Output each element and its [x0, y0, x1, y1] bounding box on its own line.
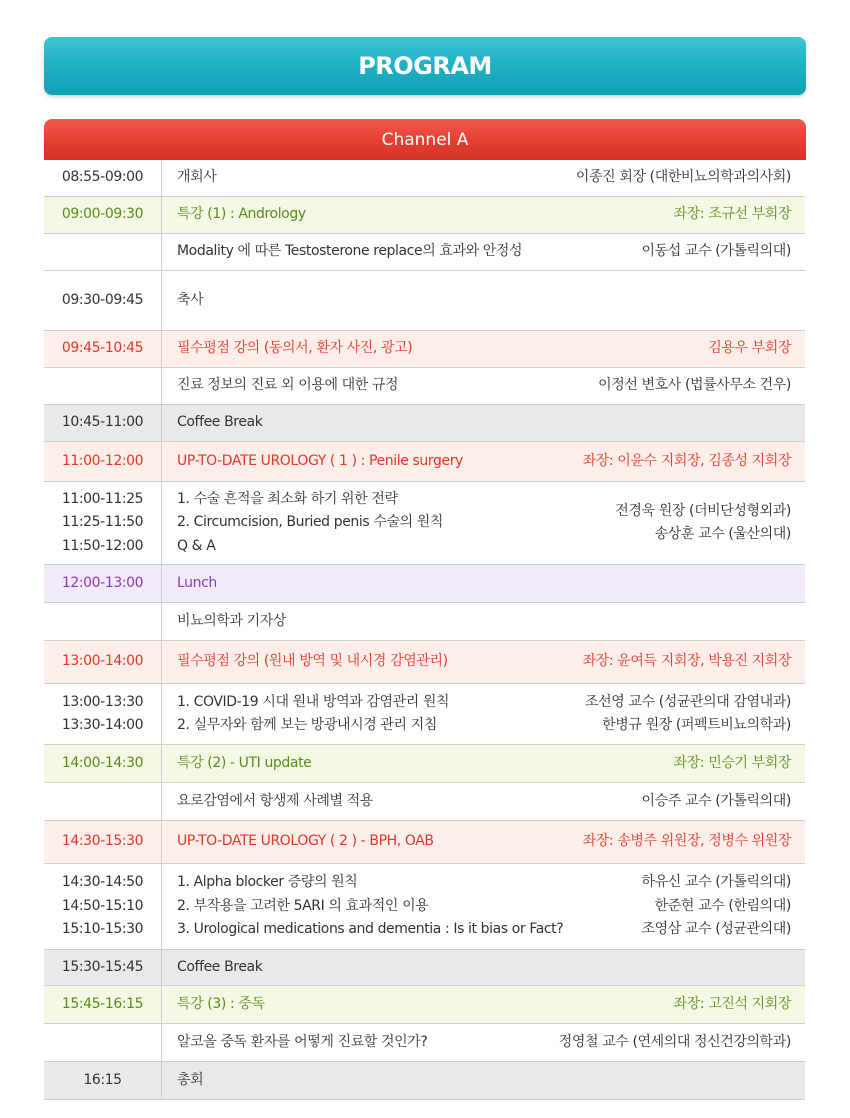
schedule-row [44, 821, 805, 864]
session-title: 특강 (3) : 중독 [177, 995, 265, 1012]
content-cell [162, 482, 805, 564]
session-title: Q & A [177, 537, 216, 554]
schedule-row [44, 271, 805, 331]
speaker-name: 좌장: 고진석 지회장 [673, 995, 791, 1012]
content-cell [162, 603, 805, 640]
session-title: 2. 실무자와 함께 보는 방광내시경 관리 지침 [177, 717, 437, 733]
schedule-row [44, 234, 805, 271]
session-title: 1. Alpha blocker 증량의 원칙 [177, 874, 358, 891]
time-slot: 14:00-14:30 [61, 754, 144, 771]
time-cell [44, 234, 162, 270]
time-slot: 09:00-09:30 [61, 206, 144, 223]
time-cell [44, 1024, 162, 1061]
content-cell [162, 442, 805, 481]
speaker-name: 좌장: 윤여득 지회장, 박용진 지회장 [582, 653, 791, 670]
schedule-row [44, 1062, 805, 1100]
speaker-name: 조영삼 교수 (성균관의대) [641, 921, 791, 938]
time-cell [44, 745, 162, 782]
content-cell [162, 331, 805, 367]
speaker-name: 좌장: 송병주 위원장, 정병수 위원장 [582, 833, 791, 850]
speaker-name: 좌장: 민승기 부회장 [673, 754, 791, 771]
schedule-row [44, 745, 805, 783]
content-cell [162, 197, 805, 233]
time-cell [44, 405, 162, 441]
time-slot: 11:50-12:00 [61, 537, 144, 554]
content-cell [162, 783, 805, 820]
schedule-row [44, 405, 805, 442]
session-title: UP-TO-DATE UROLOGY ( 2 ) - BPH, OAB [177, 833, 434, 850]
time-cell [44, 271, 162, 330]
session-title: 특강 (2) - UTI update [177, 754, 312, 771]
schedule-row [44, 641, 805, 684]
time-cell [44, 1062, 162, 1099]
schedule-row [44, 160, 805, 197]
session-title: Lunch [177, 574, 217, 591]
speaker-name: 하유신 교수 (가톨릭의대) [641, 874, 791, 891]
time-slot: 14:30-14:50 [61, 874, 144, 891]
content-cell [162, 864, 805, 949]
schedule-row [44, 684, 805, 745]
program-title: PROGRAM [358, 52, 492, 80]
time-cell [44, 197, 162, 233]
content-cell [162, 986, 805, 1023]
session-title: 2. Circumcision, Buried penis 수술의 원칙 [177, 514, 443, 531]
session-title: 특강 (1) : Andrology [177, 206, 306, 223]
speaker-name: 이동섭 교수 (가톨릭의대) [641, 243, 791, 260]
speaker-name: 조선영 교수 (성균관의대 감염내과) [584, 693, 791, 710]
speaker-name: 김용우 부회장 [708, 340, 791, 357]
time-cell [44, 331, 162, 367]
time-slot: 09:45-10:45 [61, 340, 144, 357]
time-cell [44, 160, 162, 196]
schedule-row [44, 565, 805, 603]
content-cell [162, 405, 805, 441]
speaker-name: 송상훈 교수 (울산의대) [654, 526, 791, 542]
time-cell [44, 603, 162, 640]
time-slot: 14:50-15:10 [61, 897, 144, 914]
time-cell [44, 442, 162, 481]
schedule-row [44, 442, 805, 482]
schedule-row [44, 864, 805, 950]
schedule-table [44, 160, 805, 1100]
session-title: 알코올 중독 환자를 어떻게 진료할 것인가? [177, 1033, 428, 1050]
schedule-row [44, 950, 805, 986]
content-cell [162, 745, 805, 782]
session-title: 1. COVID-19 시대 원내 방역과 감염관리 원칙 [177, 693, 450, 710]
time-slot: 09:30-09:45 [61, 291, 144, 308]
time-slot: 10:45-11:00 [61, 414, 144, 431]
time-slot: 15:10-15:30 [61, 921, 144, 938]
time-cell [44, 641, 162, 683]
time-cell [44, 986, 162, 1023]
time-slot: 15:45-16:15 [61, 995, 144, 1012]
time-slot: 15:30-15:45 [61, 958, 144, 975]
schedule-row [44, 986, 805, 1024]
content-cell [162, 368, 805, 404]
session-title: 필수평점 강의 (원내 방역 및 내시경 감염관리) [177, 653, 448, 670]
content-cell [162, 641, 805, 683]
speaker-name: 한준현 교수 (한림의대) [654, 897, 791, 914]
session-title: 개회사 [177, 169, 217, 186]
content-cell [162, 1062, 805, 1099]
time-cell [44, 684, 162, 744]
time-slot: 11:25-11:50 [61, 514, 144, 531]
speaker-name: 이종진 회장 (대한비뇨의학과의사회) [575, 169, 791, 186]
session-title: 필수평점 강의 (동의서, 환자 사진, 광고) [177, 340, 413, 357]
session-title: 총회 [177, 1071, 204, 1088]
time-slot: 13:00-13:30 [61, 693, 144, 710]
content-cell [162, 234, 805, 270]
schedule-row [44, 331, 805, 368]
channel-title: Channel A [381, 129, 469, 150]
schedule-row [44, 482, 805, 565]
speaker-name: 좌장: 이윤수 지회장, 김종성 지회장 [582, 452, 791, 469]
session-title: 2. 부작용을 고려한 5ARI 의 효과적인 이용 [177, 897, 429, 914]
session-title: 3. Urological medications and dementia : Is it bias or Fact? [177, 921, 564, 938]
program-header [44, 37, 806, 95]
session-title: Coffee Break [177, 958, 263, 975]
session-title: 요로감염에서 항생제 사례별 적용 [177, 792, 373, 809]
time-slot: 11:00-11:25 [61, 490, 144, 507]
time-cell [44, 368, 162, 404]
time-slot: 08:55-09:00 [61, 169, 144, 186]
content-cell [162, 1024, 805, 1061]
speaker-name: 전경욱 원장 (더비단성형외과) [615, 502, 791, 519]
time-cell [44, 864, 162, 949]
schedule-row [44, 603, 805, 641]
session-title: UP-TO-DATE UROLOGY ( 1 ) : Penile surgery [177, 452, 463, 469]
time-cell [44, 565, 162, 602]
schedule-row [44, 1024, 805, 1062]
session-title: Modality 에 따른 Testosterone replace의 효과와 안정성 [177, 243, 523, 260]
speaker-name: 한병규 원장 (퍼펙트비뇨의학과) [602, 717, 791, 733]
channel-header [44, 119, 806, 160]
content-cell [162, 160, 805, 196]
session-title: Coffee Break [177, 414, 263, 431]
speaker-name: 이승주 교수 (가톨릭의대) [641, 792, 791, 809]
speaker-name: 정영철 교수 (연세의대 정신건강의학과) [558, 1033, 791, 1050]
speaker-name: 좌장: 조규선 부회장 [673, 206, 791, 223]
session-title: 비뇨의학과 기자상 [177, 612, 287, 629]
time-slot: 13:00-14:00 [61, 653, 144, 670]
time-slot: 13:30-14:00 [61, 717, 144, 733]
session-title: 1. 수술 흔적을 최소화 하기 위한 전략 [177, 490, 398, 507]
schedule-row [44, 197, 805, 234]
time-cell [44, 950, 162, 985]
time-cell [44, 482, 162, 564]
content-cell [162, 565, 805, 602]
session-title: 진료 정보의 진료 외 이용에 대한 규정 [177, 377, 399, 394]
time-cell [44, 821, 162, 863]
content-cell [162, 684, 805, 744]
time-slot: 12:00-13:00 [61, 574, 144, 591]
content-cell [162, 821, 805, 863]
time-slot: 14:30-15:30 [61, 833, 144, 850]
time-cell [44, 783, 162, 820]
schedule-row [44, 783, 805, 821]
session-title: 축사 [177, 291, 204, 308]
time-slot: 16:15 [83, 1071, 122, 1088]
schedule-row [44, 368, 805, 405]
content-cell [162, 950, 805, 985]
speaker-name: 이정선 변호사 (법률사무소 건우) [598, 377, 791, 394]
time-slot: 11:00-12:00 [61, 452, 144, 469]
content-cell [162, 271, 805, 330]
